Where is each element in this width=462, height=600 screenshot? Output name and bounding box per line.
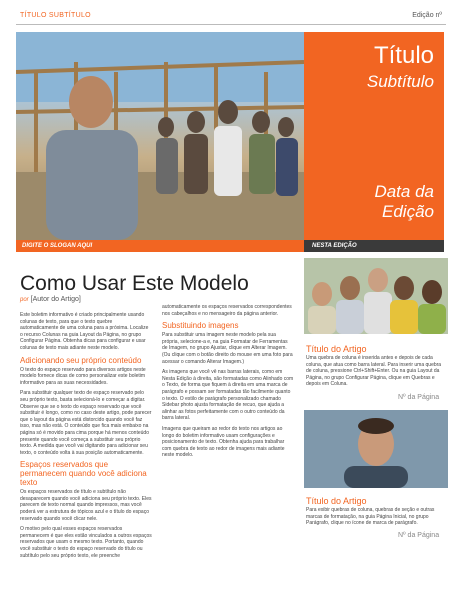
article-column-1 bbox=[20, 312, 152, 563]
section-heading: Substituindo imagens bbox=[162, 321, 239, 331]
paragraph: automaticamente os espaços reservados correspondentes nos cabeçalhos e no mensageiro da página anterior. bbox=[162, 304, 292, 317]
article-column-2 bbox=[162, 304, 294, 463]
slogan-bar[interactable]: DIGITE O SLOGAN AQUI bbox=[16, 240, 304, 252]
sidebar-heading-1[interactable]: Título do Artigo bbox=[306, 344, 367, 354]
paragraph: Os espaços reservados de título e subtítulo não desaparecem quando você adiciona seu próprio texto. Eles parecem de texto normal quando impressos, mas você poderá ver a estrutura de tópicos azul e o título do espaço reservado quando você clicar nele. bbox=[20, 489, 152, 522]
issue-date[interactable]: Data da Edição bbox=[374, 182, 434, 221]
hero-photo bbox=[16, 32, 304, 240]
section-heading: Adicionando seu próprio conteúdo bbox=[20, 355, 142, 365]
paragraph: O motivo pelo qual esses espaços reservados permanecem é que eles estão vinculados a outros espaços reservados que usam o mesmo texto. Portanto, quando você substituir o texto do espaço reservado do título ou subtítulo pelo seu próprio texto, ele preenche bbox=[20, 526, 152, 559]
paragraph: Para substituir qualquer texto de espaço reservado pelo seu próprio texto, basta selecioná-lo e começar a digitar. Observe que se o texto do espaço reservado que você substituir é longo, como no caso deste artigo, pode parecer que o layout da página está distorcido quando você faz isso, mas não está. O conteúdo que fica mais embaixo na página só é movido para cima porque há menos conteúdo presente quando você começa a substituir seu próprio texto. A medida que você vai digitando para adicionar seu texto, o conteúdo volta à sua posição automaticamente. bbox=[20, 390, 152, 456]
sidebar-heading-2[interactable]: Título do Artigo bbox=[306, 496, 367, 506]
paragraph: Imagens que queiram ao redor do texto nos artigos ao longo do boletim informativo usam configurações e posicionamento de texto. Obtenha ajuda para trabalhar com quebra de texto ao redor de imagens mais adiante neste modelo. bbox=[162, 425, 285, 459]
edition-bar: NESTA EDIÇÃO bbox=[304, 240, 444, 252]
title-box bbox=[304, 32, 444, 240]
page-number-2: Nº da Página bbox=[398, 532, 440, 539]
page-number-1: Nº da Página bbox=[398, 394, 440, 401]
paragraph: Este boletim informativo é criado principalmente usando colunas de texto, para que o texto quebre automaticamente de uma coluna para a próxima. Localize o recurso Colunas na guia Layout da Página, no grupo Configurar Página. Obtenha dicas para configurar e usar colunas de texto mais adiante neste modelo. bbox=[20, 312, 149, 351]
header-edition: Edição nº bbox=[412, 12, 442, 19]
article-byline bbox=[20, 296, 81, 303]
header-divider bbox=[16, 24, 446, 25]
paragraph: As imagens que você vê nas barras laterais, como em Nesta Edição à direita, são formatadas como Alinhado com o Texto, de forma que fiquem à direita em uma marca de parágrafo e possam ser formatadas tão facilmente quanto o texto. O estilo de parágrafo personalizado chamado Sidebar photo ajusta formatação de recuo, que ajuda a alinhar as fotos perfeitamente com o outro conteúdo da barra lateral. bbox=[162, 369, 294, 422]
sidebar-text-1: Uma quebra de coluna é inserida antes e depois de cada coluna, que atua como barra lateral. Para inserir uma quebra de coluna, pressione Ctrl+Shift+Enter. Ou na guia Layout da Página, no grupo Configurar Página, clique em Quebras e depois em Coluna. bbox=[306, 355, 442, 387]
sidebar-photo-group bbox=[304, 258, 448, 334]
newsletter-subtitle[interactable]: Subtítulo bbox=[366, 72, 434, 91]
article-headline[interactable]: Como Usar Este Modelo bbox=[20, 272, 249, 295]
sidebar-photo-portrait bbox=[304, 410, 448, 488]
sidebar-text-2: Para exibir quebras de coluna, quebras de seção e outras marcas de formatação, na guia Página Inicial, no grupo Parágrafo, clique no ícone de marca de parágrafo. bbox=[306, 507, 435, 526]
newsletter-title[interactable]: Título bbox=[373, 42, 434, 69]
section-heading: Espaços reservados que permanecem quando você adiciona texto bbox=[20, 460, 147, 488]
paragraph: O texto do espaço reservado para diversos artigos neste modelo fornece dicas de como personalizar este boletim informativo para as suas necessidades. bbox=[20, 366, 146, 386]
header-title: TÍTULO SUBTÍTULO bbox=[20, 12, 91, 19]
byline-prefix: por bbox=[20, 297, 29, 303]
article-author[interactable]: [Autor do Artigo] bbox=[30, 296, 81, 303]
paragraph: Para substituir uma imagem neste modelo pela sua própria, selecione-a e, na guia Formatar de Ferramentas de Imagem, no grupo Ajustar, clique em Alterar Imagem. (Ou clique com o botão direito do mouse em uma foto para acessar o comando Alterar Imagem.) bbox=[162, 332, 293, 365]
